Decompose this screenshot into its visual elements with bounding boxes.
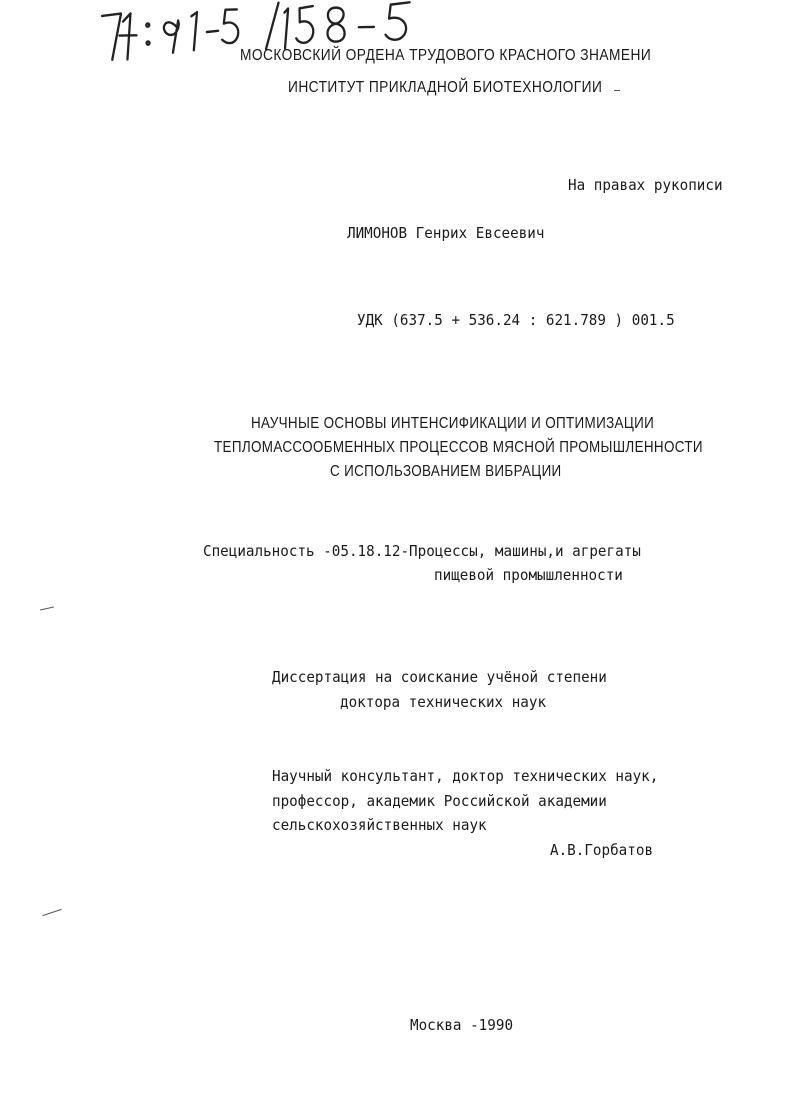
author-name: ЛИМОНОВ Генрих Евсеевич	[347, 224, 545, 242]
manuscript-note: На правах рукописи	[568, 176, 723, 194]
thesis-title-line2: ТЕПЛОМАССООБМЕННЫХ ПРОЦЕССОВ МЯСНОЙ ПРОМЫШЛЕННОСТИ	[214, 439, 703, 456]
thesis-title-line1: НАУЧНЫЕ ОСНОВЫ ИНТЕНСИФИКАЦИИ И ОПТИМИЗАЦИИ	[251, 415, 655, 432]
institution-name-line2: ИНСТИТУТ ПРИКЛАДНОЙ БИОТЕХНОЛОГИИ	[288, 79, 603, 96]
udc-code: УДК (637.5 + 536.24 : 621.789 ) 001.5	[357, 311, 675, 329]
institution-name-line1: МОСКОВСКИЙ ОРДЕНА ТРУДОВОГО КРАСНОГО ЗНАМЕНИ	[240, 47, 652, 64]
consultant-line3: сельскохозяйственных наук	[272, 816, 487, 834]
consultant-line1: Научный консультант, доктор технических наук,	[272, 767, 659, 785]
consultant-name: А.В.Горбатов	[550, 841, 654, 859]
specialty-line2: пищевой промышленности	[434, 566, 623, 584]
specialty-line1: Специальность -05.18.12-Процессы, машины,и агрегаты	[203, 542, 641, 560]
consultant-line2: профессор, академик Российской академии	[272, 792, 607, 810]
place-and-year: Москва -1990	[410, 1016, 514, 1034]
scan-mark-left-lower	[42, 909, 61, 916]
dissertation-line2: доктора технических наук	[340, 693, 547, 711]
thesis-title-line3: С ИСПОЛЬЗОВАНИЕМ ВИБРАЦИИ	[330, 463, 562, 480]
scan-mark-top-right	[614, 90, 620, 91]
dissertation-line1: Диссертация на соискание учёной степени	[272, 668, 607, 686]
scan-mark-left-upper	[40, 607, 54, 611]
